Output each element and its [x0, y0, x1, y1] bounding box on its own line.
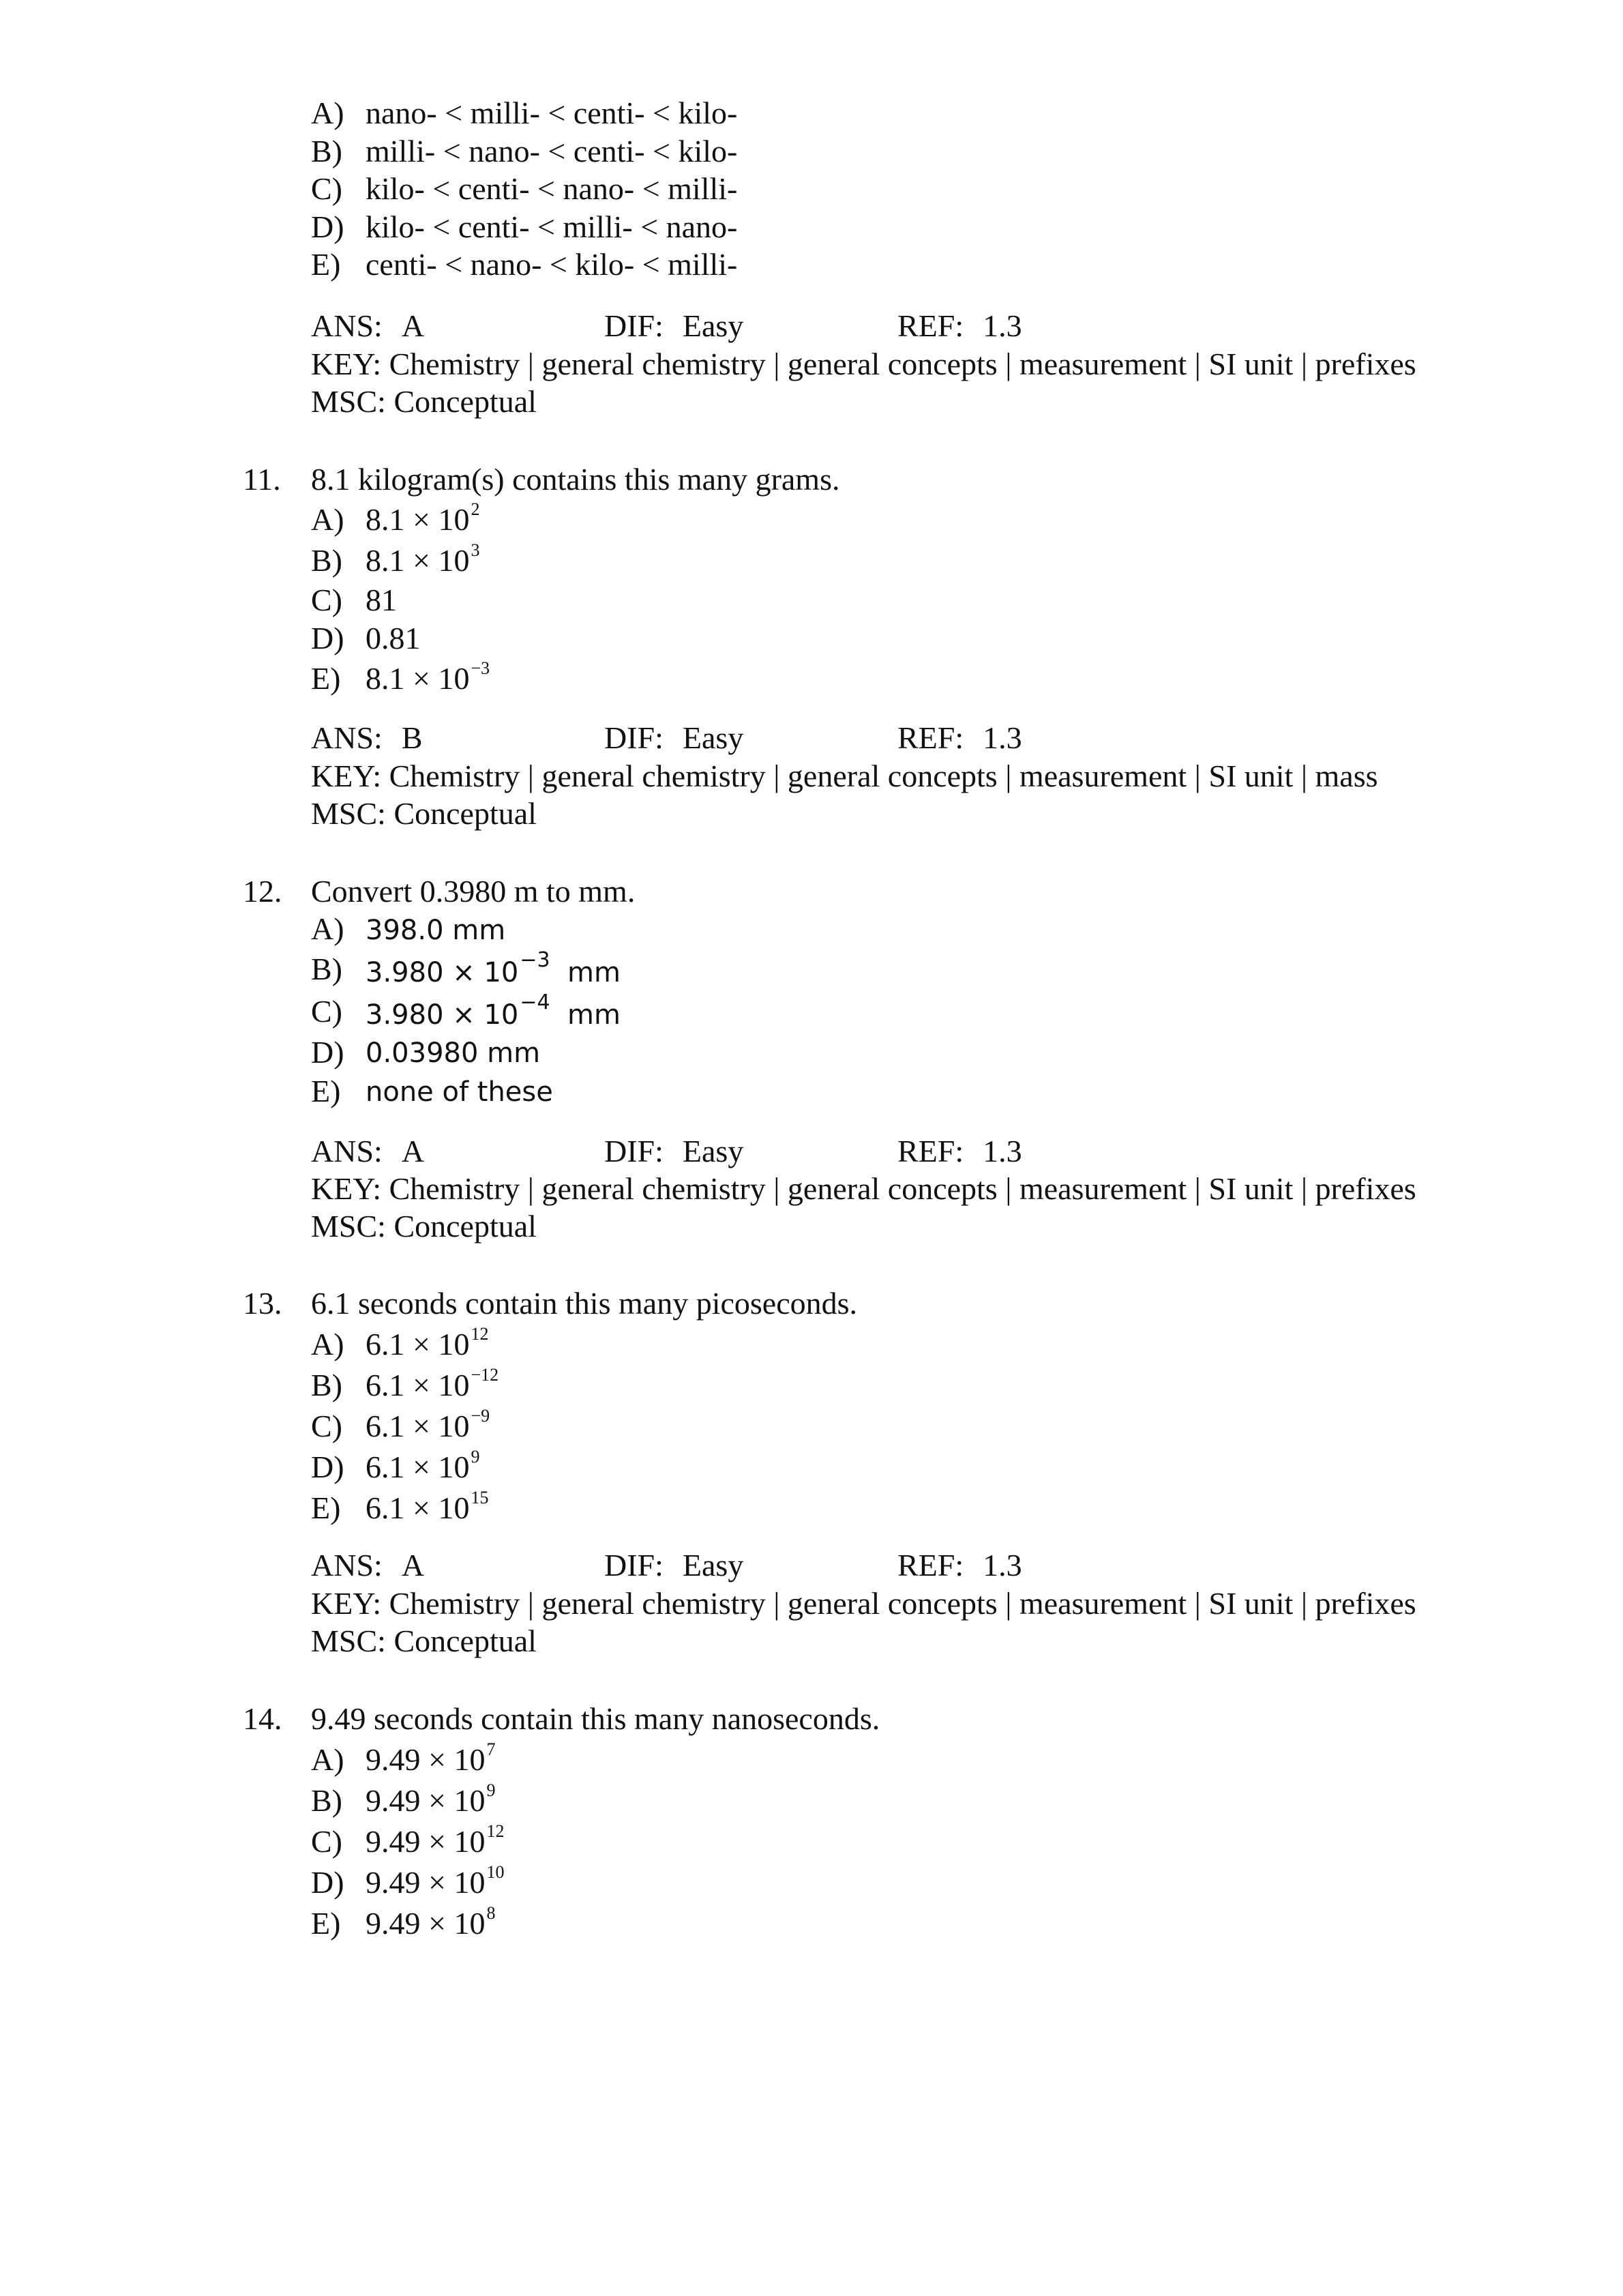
key-value: Chemistry | general chemistry | general concepts | measurement | SI unit | prefixes: [389, 347, 1416, 381]
ans-label: ANS:: [311, 1134, 383, 1168]
reference: [897, 1136, 1022, 1167]
key-label: KEY:: [311, 1171, 382, 1206]
reference: [897, 310, 1022, 342]
choice-text: centi- < nano- < kilo- < milli-: [366, 247, 738, 282]
msc-value: Conceptual: [393, 1623, 537, 1658]
choice-label: B): [311, 952, 342, 986]
question-stem: 8.1 kilogram(s) contains this many grams.: [311, 462, 840, 497]
reference: [897, 1550, 1022, 1581]
msc-value: Conceptual: [393, 384, 537, 419]
choice-text: 81: [366, 583, 397, 617]
choice-label: D): [311, 1865, 344, 1900]
choice-label: E): [311, 1490, 341, 1525]
ref-label: REF:: [897, 1134, 964, 1168]
ref-value: 1.3: [983, 308, 1022, 343]
choice-label: C): [311, 583, 342, 617]
difficulty: [604, 310, 743, 342]
choice-label: E): [311, 247, 341, 282]
choice-label: D): [311, 1035, 344, 1070]
question-stem: Convert 0.3980 m to mm.: [311, 874, 636, 909]
choice-text: none of these: [366, 1076, 553, 1108]
msc-line: [311, 798, 537, 829]
question-number: 13.: [243, 1286, 282, 1321]
choice-label: D): [311, 209, 344, 244]
choice-text: $8.1 \times 10^{-3}$: [366, 658, 490, 696]
question-stem: 9.49 seconds contain this many nanoseconds.: [311, 1701, 880, 1736]
choice-text: $6.1 \times 10^9$: [366, 1447, 480, 1484]
choice-label: A): [311, 911, 344, 946]
choice-label: B): [311, 543, 342, 578]
answer-line: [311, 722, 423, 754]
ref-label: REF:: [897, 308, 964, 343]
msc-line: [311, 386, 537, 417]
ref-value: 1.3: [983, 1134, 1022, 1168]
dif-value: Easy: [682, 720, 744, 755]
choice-text: $9.49 \times 10^{10}$: [366, 1862, 505, 1900]
choice-text: nano- < milli- < centi- < kilo-: [366, 95, 738, 130]
choice-label: E): [311, 1074, 341, 1108]
choice-label: E): [311, 661, 341, 696]
choice-text: milli- < nano- < centi- < kilo-: [366, 134, 738, 168]
choice-label: B): [311, 1783, 342, 1818]
choice-text: kilo- < centi- < nano- < milli-: [366, 171, 738, 206]
answer-line: [311, 1136, 424, 1167]
key-line: [311, 1588, 1416, 1619]
ans-label: ANS:: [311, 720, 383, 755]
choice-text: $6.1 \times 10^{-12}$: [366, 1365, 499, 1402]
choice-text: $3.980 \times 10^{-4}$ mm: [366, 990, 621, 1031]
ref-value: 1.3: [983, 720, 1022, 755]
choice-text: $9.49 \times 10^7$: [366, 1739, 496, 1777]
choice-text: kilo- < centi- < milli- < nano-: [366, 209, 738, 244]
difficulty: [604, 1136, 743, 1167]
ans-value: A: [401, 308, 425, 343]
dif-value: Easy: [682, 1134, 744, 1168]
choice-text: $3.980 \times 10^{-3}$ mm: [366, 948, 621, 988]
reference: [897, 722, 1022, 754]
dif-value: Easy: [682, 308, 744, 343]
choice-label: A): [311, 502, 344, 537]
ans-value: B: [401, 720, 423, 755]
dif-label: DIF:: [604, 1134, 664, 1168]
choice-label: B): [311, 1368, 342, 1402]
question-number: 11.: [243, 462, 281, 497]
choice-text: 0.03980 mm: [366, 1037, 541, 1069]
answer-line: [311, 1550, 424, 1581]
ans-value: A: [401, 1548, 425, 1583]
dif-value: Easy: [682, 1548, 744, 1583]
choice-text: $8.1 \times 10^2$: [366, 499, 480, 537]
ref-value: 1.3: [983, 1548, 1022, 1583]
choice-label: A): [311, 1327, 344, 1362]
choice-label: A): [311, 95, 344, 130]
choice-label: D): [311, 1449, 344, 1484]
ans-label: ANS:: [311, 308, 383, 343]
choice-label: B): [311, 134, 342, 168]
key-label: KEY:: [311, 347, 382, 381]
msc-value: Conceptual: [393, 1209, 537, 1243]
key-label: KEY:: [311, 759, 382, 793]
choice-text: $6.1 \times 10^{12}$: [366, 1324, 489, 1362]
choice-text: 398.0 mm: [366, 915, 506, 946]
msc-line: [311, 1211, 537, 1242]
difficulty: [604, 722, 743, 754]
msc-label: MSC:: [311, 796, 386, 831]
msc-label: MSC:: [311, 1623, 386, 1658]
dif-label: DIF:: [604, 1548, 664, 1583]
choice-text: $9.49 \times 10^{12}$: [366, 1821, 505, 1859]
dif-label: DIF:: [604, 308, 664, 343]
question-number: 12.: [243, 874, 282, 909]
choice-label: C): [311, 994, 342, 1029]
choice-label: D): [311, 621, 344, 656]
msc-value: Conceptual: [393, 796, 537, 831]
question-stem: 6.1 seconds contain this many picoseconds.: [311, 1286, 858, 1321]
choice-text: $9.49 \times 10^9$: [366, 1780, 496, 1818]
choice-label: C): [311, 171, 342, 206]
choice-label: E): [311, 1906, 341, 1941]
question-number: 14.: [243, 1701, 282, 1736]
choice-text: $9.49 \times 10^8$: [366, 1903, 496, 1941]
key-line: [311, 349, 1416, 380]
key-value: Chemistry | general chemistry | general concepts | measurement | SI unit | prefixes: [389, 1586, 1416, 1621]
dif-label: DIF:: [604, 720, 664, 755]
difficulty: [604, 1550, 743, 1581]
key-label: KEY:: [311, 1586, 382, 1621]
ans-value: A: [401, 1134, 425, 1168]
choice-label: A): [311, 1742, 344, 1777]
ref-label: REF:: [897, 720, 964, 755]
key-value: Chemistry | general chemistry | general concepts | measurement | SI unit | prefixes: [389, 1171, 1416, 1206]
msc-label: MSC:: [311, 384, 386, 419]
key-line: [311, 761, 1378, 792]
choice-text: 0.81: [366, 621, 421, 656]
ref-label: REF:: [897, 1548, 964, 1583]
choice-text: $6.1 \times 10^{15}$: [366, 1488, 489, 1525]
msc-label: MSC:: [311, 1209, 386, 1243]
key-value: Chemistry | general chemistry | general concepts | measurement | SI unit | mass: [389, 759, 1378, 793]
msc-line: [311, 1625, 537, 1657]
choice-label: C): [311, 1824, 342, 1859]
ans-label: ANS:: [311, 1548, 383, 1583]
key-line: [311, 1173, 1416, 1205]
choice-text: $8.1 \times 10^3$: [366, 540, 480, 578]
choice-label: C): [311, 1409, 342, 1443]
answer-line: [311, 310, 424, 342]
choice-text: $6.1 \times 10^{-9}$: [366, 1406, 490, 1443]
